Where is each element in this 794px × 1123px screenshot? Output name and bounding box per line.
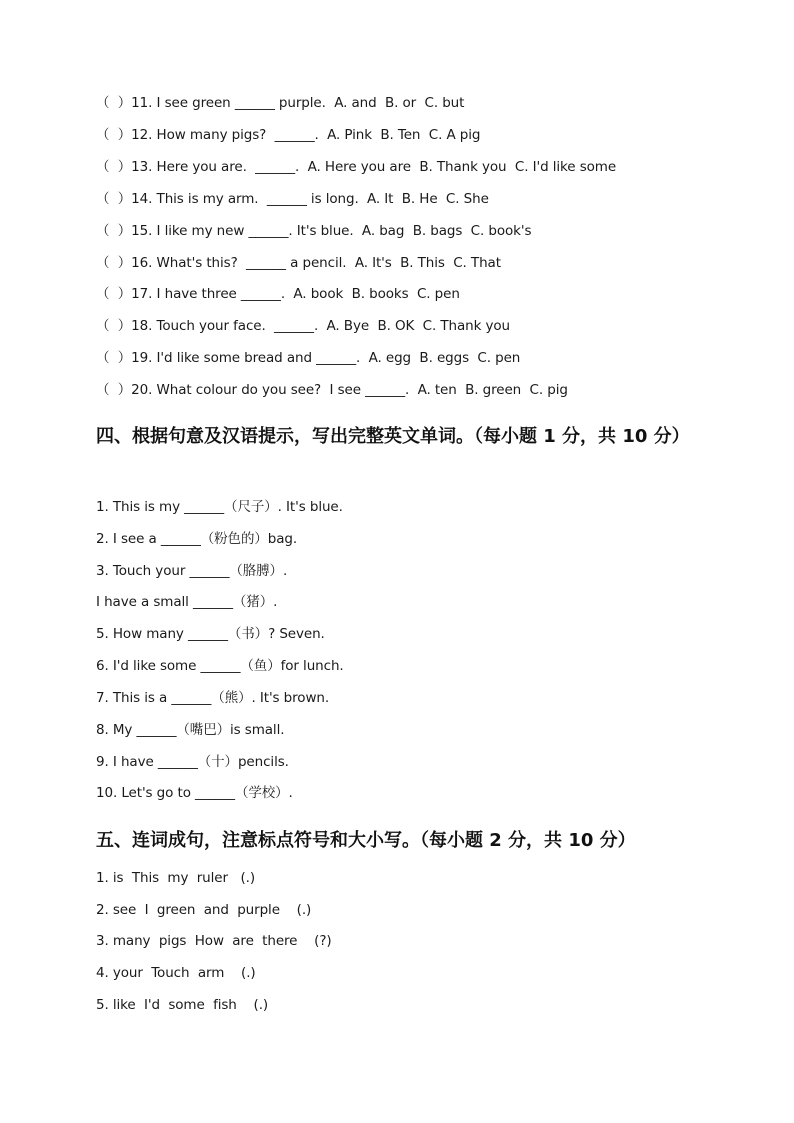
question-16: （ ）16. What's this? ______ a pencil. A. It's B. This C. That	[96, 255, 501, 271]
section-4-item-8: 8. My ______（嘴巴）is small.	[96, 722, 285, 738]
section-5-item-5: 5. like I'd some fish (.)	[96, 997, 269, 1013]
section-4-item-4: I have a small ______（猪）.	[96, 594, 278, 610]
section-5-item-2: 2. see I green and purple (.)	[96, 902, 312, 918]
section-4-heading: 四、根据句意及汉语提示，写出完整英文单词。（每小题 1 分，共 10 分）	[96, 426, 690, 447]
section-5-item-3: 3. many pigs How are there (?)	[96, 933, 332, 949]
section-5-item-4: 4. your Touch arm (.)	[96, 965, 256, 981]
question-18: （ ）18. Touch your face. ______. A. Bye B. OK C. Thank you	[96, 318, 511, 334]
section-4-item-2: 2. I see a ______（粉色的）bag.	[96, 531, 298, 547]
section-4-item-9: 9. I have ______（十）pencils.	[96, 754, 289, 770]
question-11: （ ）11. I see green ______ purple. A. and B. or C. but	[96, 95, 465, 111]
question-19: （ ）19. I'd like some bread and ______. A. egg B. eggs C. pen	[96, 350, 521, 366]
section-4-item-10: 10. Let's go to ______（学校）.	[96, 785, 293, 801]
question-14: （ ）14. This is my arm. ______ is long. A. It B. He C. She	[96, 191, 489, 207]
question-12: （ ）12. How many pigs? ______. A. Pink B. Ten C. A pig	[96, 127, 481, 143]
question-20: （ ）20. What colour do you see? I see ______. A. ten B. green C. pig	[96, 382, 568, 398]
question-15: （ ）15. I like my new ______. It's blue. A. bag B. bags C. book's	[96, 223, 532, 239]
section-4-item-6: 6. I'd like some ______（鱼）for lunch.	[96, 658, 344, 674]
question-13: （ ）13. Here you are. ______. A. Here you are B. Thank you C. I'd like some	[96, 159, 617, 175]
question-17: （ ）17. I have three ______. A. book B. books C. pen	[96, 286, 460, 302]
section-4-item-7: 7. This is a ______（熊）. It's brown.	[96, 690, 330, 706]
section-4-item-3: 3. Touch your ______（胳膊）.	[96, 563, 288, 579]
section-4-item-5: 5. How many ______（书）? Seven.	[96, 626, 325, 642]
section-5-item-1: 1. is This my ruler (.)	[96, 870, 256, 886]
section-5-heading: 五、连词成句，注意标点符号和大小写。（每小题 2 分，共 10 分）	[96, 830, 636, 851]
section-4-item-1: 1. This is my ______（尺子）. It's blue.	[96, 499, 343, 515]
